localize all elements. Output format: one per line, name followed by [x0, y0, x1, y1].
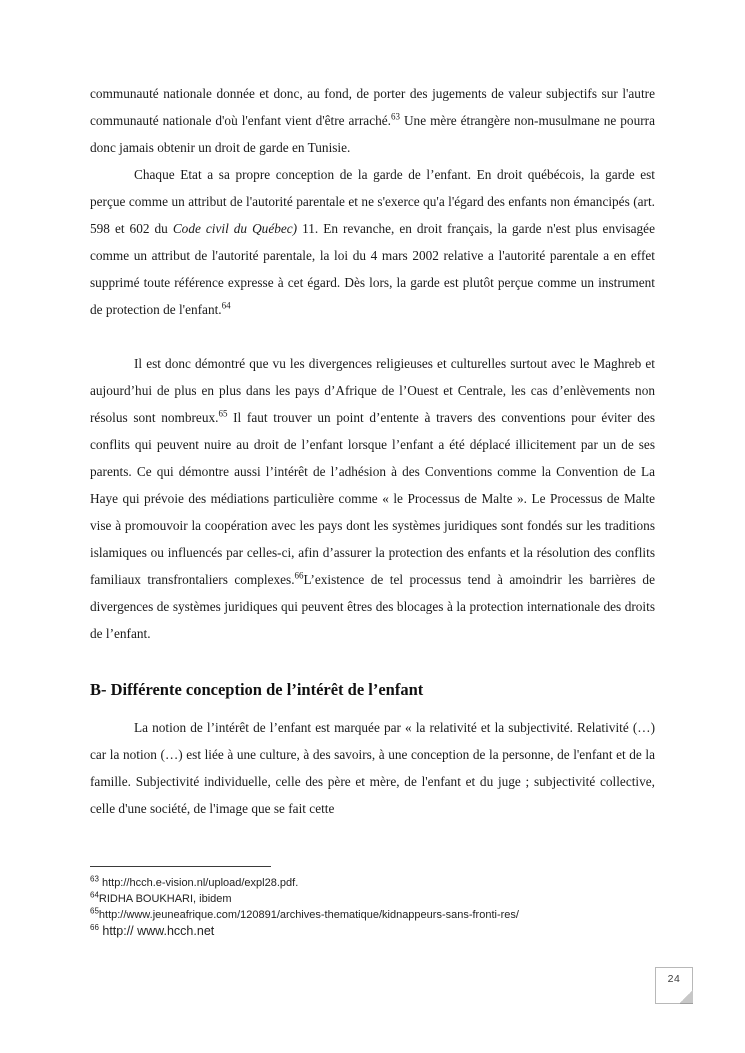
text-run: Il est donc démontré que vu les divergences religieuses et culturelles surtout avec le Maghreb et aujourd’hui de plus en plus dans les pays d’Afrique de l’Ouest et Centrale, les cas d’enlèvements non résolus sont nombreux. — [90, 356, 655, 425]
footnote — [90, 907, 655, 923]
page-body — [90, 80, 655, 822]
text-run: Chaque Etat a sa propre conception de la garde de l’enfant. En droit québécois, la garde est perçue comme un attribut de l'autorité parentale et ne s'exerce qu'a l'égard des enfants non émancipés (art. 598 et 602 du — [90, 167, 655, 236]
page-corner-fold-icon — [680, 990, 693, 1004]
page-number: 24 — [667, 973, 681, 985]
footnote-list — [90, 875, 655, 939]
footnote — [90, 875, 655, 891]
footnote-marker: 66 — [90, 922, 99, 932]
body-paragraph — [90, 350, 655, 647]
footnote-reference: 63 — [390, 111, 400, 122]
footnote-marker: 65 — [90, 906, 99, 916]
footnotes-section — [90, 866, 655, 939]
footnote-text: http:// www.hcch.net — [98, 924, 215, 938]
footnote-reference: 64 — [221, 300, 231, 311]
footnote-reference: 65 — [218, 408, 228, 419]
text-run: La notion de l’intérêt de l’enfant est marquée par « la relativité et la subjectivité. Relativité (…) car la notion (…) est liée à une culture, à des savoirs, à une conception de la personne, de l'enfant et de la famille. Subjectivité individuelle, celle des père et mère, de l'enfant et du juge ; subjectivité collective, celle d'une société, de l'image que se fait cette — [90, 720, 655, 816]
text-run: L’existence de tel processus tend à amoindrir les barrières de divergences de systèmes juridiques qui peuvent êtres des blocages à la protection internationale des droits de l’enfant. — [90, 572, 655, 641]
footnote — [90, 923, 655, 939]
footnote — [90, 891, 655, 907]
paragraphs-bottom — [90, 714, 655, 822]
paragraphs-top — [90, 80, 655, 647]
text-run: Il faut trouver un point d’entente à travers des conventions pour éviter des conflits qui peuvent nuire au droit de l’enfant lorsque l’enfant a été déplacé illicitement par un de ses parents. Ce qui démontre aussi l’intérêt de l’adhésion à des Conventions comme la Convention de La Haye qui prévoie des médiations particulière comme « le Processus de Malte ». Le Processus de Malte vise à promouvoir la coopération avec les pays dont les systèmes juridiques sont fondés sur les traditions islamiques ou influencés par celles-ci, afin d’assurer la protection des enfants et la résolution des conflits familiaux transfrontaliers complexes. — [90, 410, 655, 587]
footnote-marker: 64 — [90, 890, 99, 900]
footnote-marker: 63 — [90, 874, 99, 884]
body-paragraph — [90, 714, 655, 822]
body-paragraph — [90, 161, 655, 323]
body-paragraph — [90, 80, 655, 161]
text-run: Code civil du Québec) — [172, 221, 298, 236]
footnote-reference: 66 — [294, 570, 304, 581]
section-heading: B- Différente conception de l’intérêt de l’enfant — [90, 680, 424, 699]
page-number-box — [655, 967, 693, 1004]
footnote-separator — [90, 866, 271, 867]
footnote-text: RIDHA BOUKHARI, ibidem — [98, 893, 232, 905]
footnote-text: http://hcch.e-vision.nl/upload/expl28.pdf. — [98, 877, 299, 889]
text-run: communauté nationale donnée et donc, au fond, de porter des jugements de valeur subjectifs sur l'autre communauté nationale d'où l'enfant vient d'être arraché. — [90, 86, 655, 128]
text-run: Une mère étrangère non-musulmane ne pourra donc jamais obtenir un droit de garde en Tunisie. — [90, 113, 655, 155]
footnote-text: http://www.jeuneafrique.com/120891/archives-thematique/kidnappeurs-sans-fronti-res/ — [98, 909, 519, 921]
text-run: 11. En revanche, en droit français, la garde n'est plus envisagée comme un attribut de l'autorité parentale, la loi du 4 mars 2002 relative a l'autorité parentale a en effet supprimé toute référence expresse à cet égard. Dès lors, la garde est plutôt perçue comme un instrument de protection de l'enfant. — [90, 221, 655, 317]
